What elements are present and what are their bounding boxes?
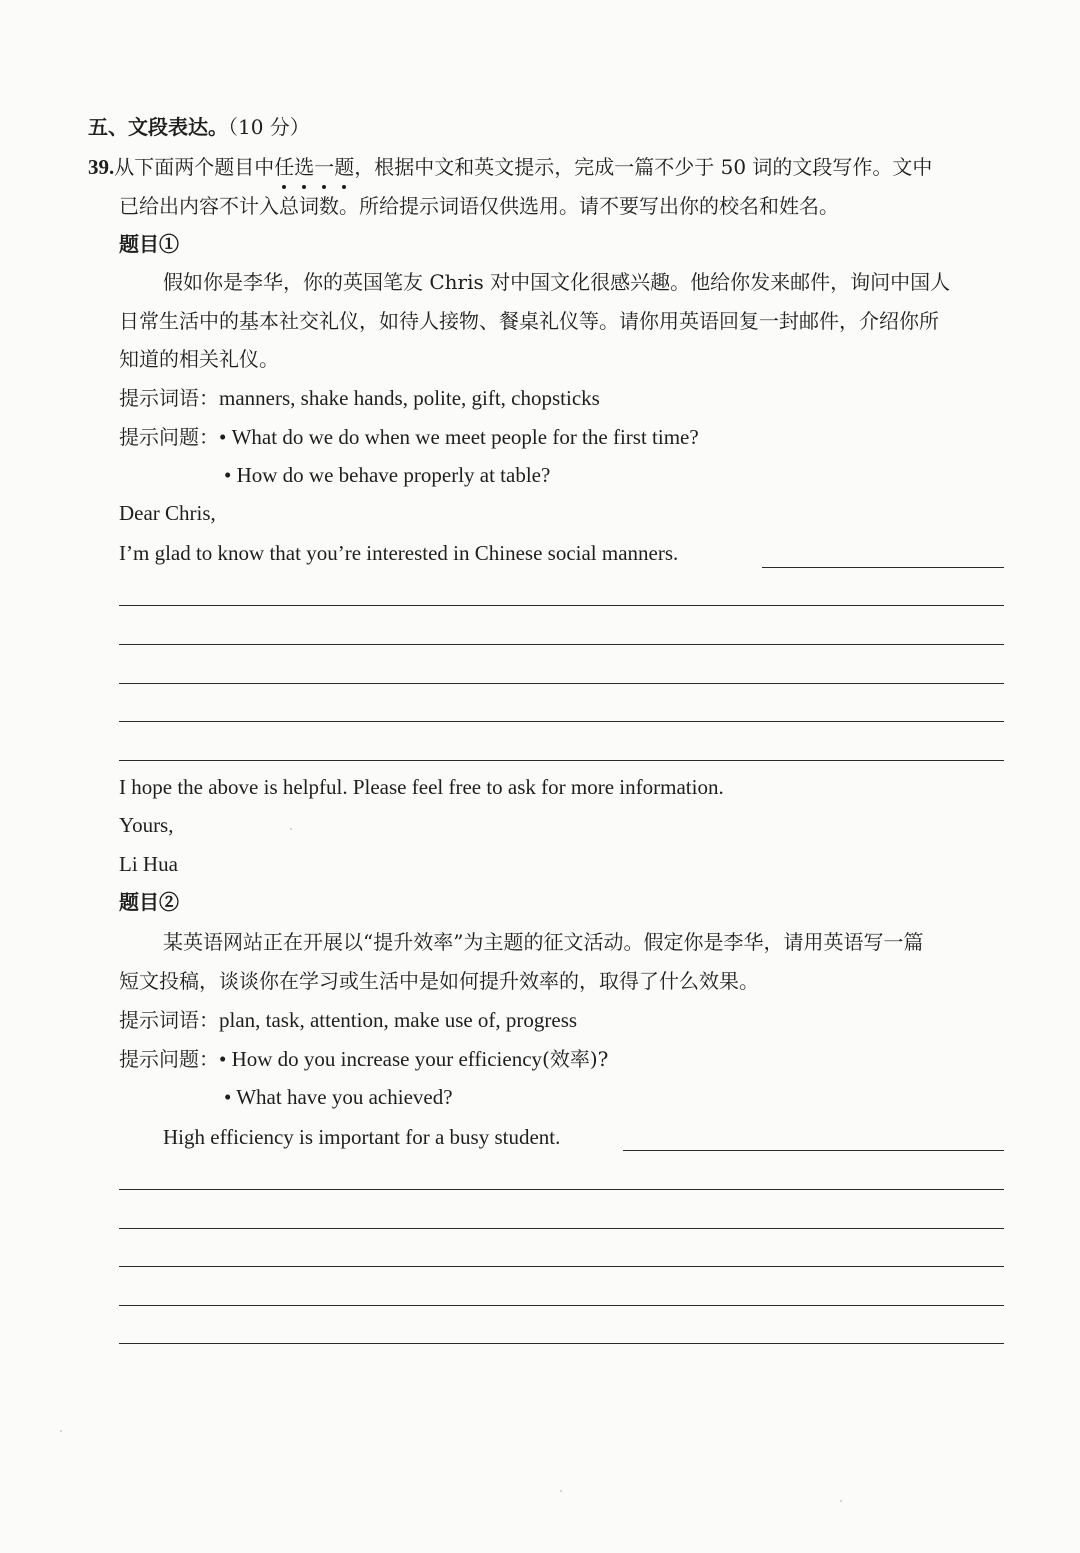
topic1-desc-line3: 知道的相关礼仪。 — [119, 347, 279, 371]
prompt-question-1-cn: (效率)? — [542, 1047, 609, 1071]
keywords-label: 提示词语： — [119, 386, 219, 410]
topic1-questions — [119, 424, 699, 450]
answer-line[interactable] — [623, 1150, 1004, 1151]
question-instruction-line1 — [88, 154, 932, 180]
answer-line[interactable] — [119, 1189, 1004, 1190]
topic2-question2: • What have you achieved? — [224, 1085, 453, 1109]
scan-speck — [60, 1430, 62, 1432]
prompt-question-1: • What do we do when we meet people for the first time? — [219, 425, 699, 449]
emphasis-char: 一 — [314, 155, 334, 179]
question-number: 39. — [88, 155, 115, 179]
letter-signature: Li Hua — [119, 852, 178, 876]
answer-line[interactable] — [119, 605, 1004, 606]
scan-speck — [560, 1490, 562, 1492]
prompt-question-1: • How do you increase your efficiency — [219, 1047, 543, 1071]
questions-label: 提示问题： — [119, 425, 219, 449]
questions-label: 提示问题： — [119, 1047, 219, 1071]
answer-line[interactable] — [119, 644, 1004, 645]
topic1-desc-line1: 假如你是李华，你的英国笔友 Chris 对中国文化很感兴趣。他给你发来邮件，询问中国人 — [163, 270, 951, 294]
section-points: （10 分） — [228, 115, 310, 139]
topic2-title: 题目② — [119, 890, 179, 914]
letter-signoff: Yours, — [119, 813, 174, 837]
instruction-part2: ，根据中文和英文提示，完成一篇不少于 50 词的文段写作。文中 — [354, 155, 933, 179]
emphasis-char: 选 — [294, 155, 314, 179]
letter-closing: I hope the above is helpful. Please feel free to ask for more information. — [119, 775, 724, 799]
letter-opening: I’m glad to know that you’re interested in Chinese social manners. — [119, 541, 679, 565]
instruction-part1: 从下面两个题目中 — [114, 155, 275, 179]
keywords-text: manners, shake hands, polite, gift, chopsticks — [219, 386, 600, 410]
keywords-text: plan, task, attention, make use of, progress — [219, 1008, 578, 1032]
question-instruction-line2: 已给出内容不计入总词数。所给提示词语仅供选用。请不要写出你的校名和姓名。 — [119, 194, 839, 218]
scan-speck — [840, 1500, 842, 1502]
essay-opening: High efficiency is important for a busy student. — [163, 1125, 561, 1149]
answer-line[interactable] — [119, 1343, 1004, 1344]
topic1-question2: • How do we behave properly at table? — [224, 463, 551, 487]
answer-line[interactable] — [762, 567, 1004, 568]
answer-line[interactable] — [119, 1228, 1004, 1229]
emphasis-char: 题 — [334, 155, 354, 179]
answer-line[interactable] — [119, 1266, 1004, 1267]
topic2-keywords — [119, 1007, 577, 1033]
answer-line[interactable] — [119, 760, 1004, 761]
topic2-questions — [119, 1046, 608, 1072]
letter-greeting: Dear Chris, — [119, 501, 216, 525]
keywords-label: 提示词语： — [119, 1008, 219, 1032]
emphasis-char: 任 — [274, 155, 294, 179]
topic2-desc-line1: 某英语网站正在开展以“提升效率”为主题的征文活动。假定你是李华，请用英语写一篇 — [163, 930, 924, 954]
topic1-title: 题目① — [119, 232, 179, 256]
topic1-desc-line2: 日常生活中的基本社交礼仪，如待人接物、餐桌礼仪等。请你用英语回复一封邮件，介绍你所 — [119, 309, 939, 333]
scan-speck — [290, 828, 292, 830]
section-heading — [88, 114, 310, 140]
answer-line[interactable] — [119, 1305, 1004, 1306]
topic1-keywords — [119, 385, 600, 411]
answer-line[interactable] — [119, 721, 1004, 722]
answer-line[interactable] — [119, 683, 1004, 684]
topic2-desc-line2: 短文投稿，谈谈你在学习或生活中是如何提升效率的，取得了什么效果。 — [119, 969, 759, 993]
section-heading-label: 五、文段表达。 — [88, 115, 228, 139]
